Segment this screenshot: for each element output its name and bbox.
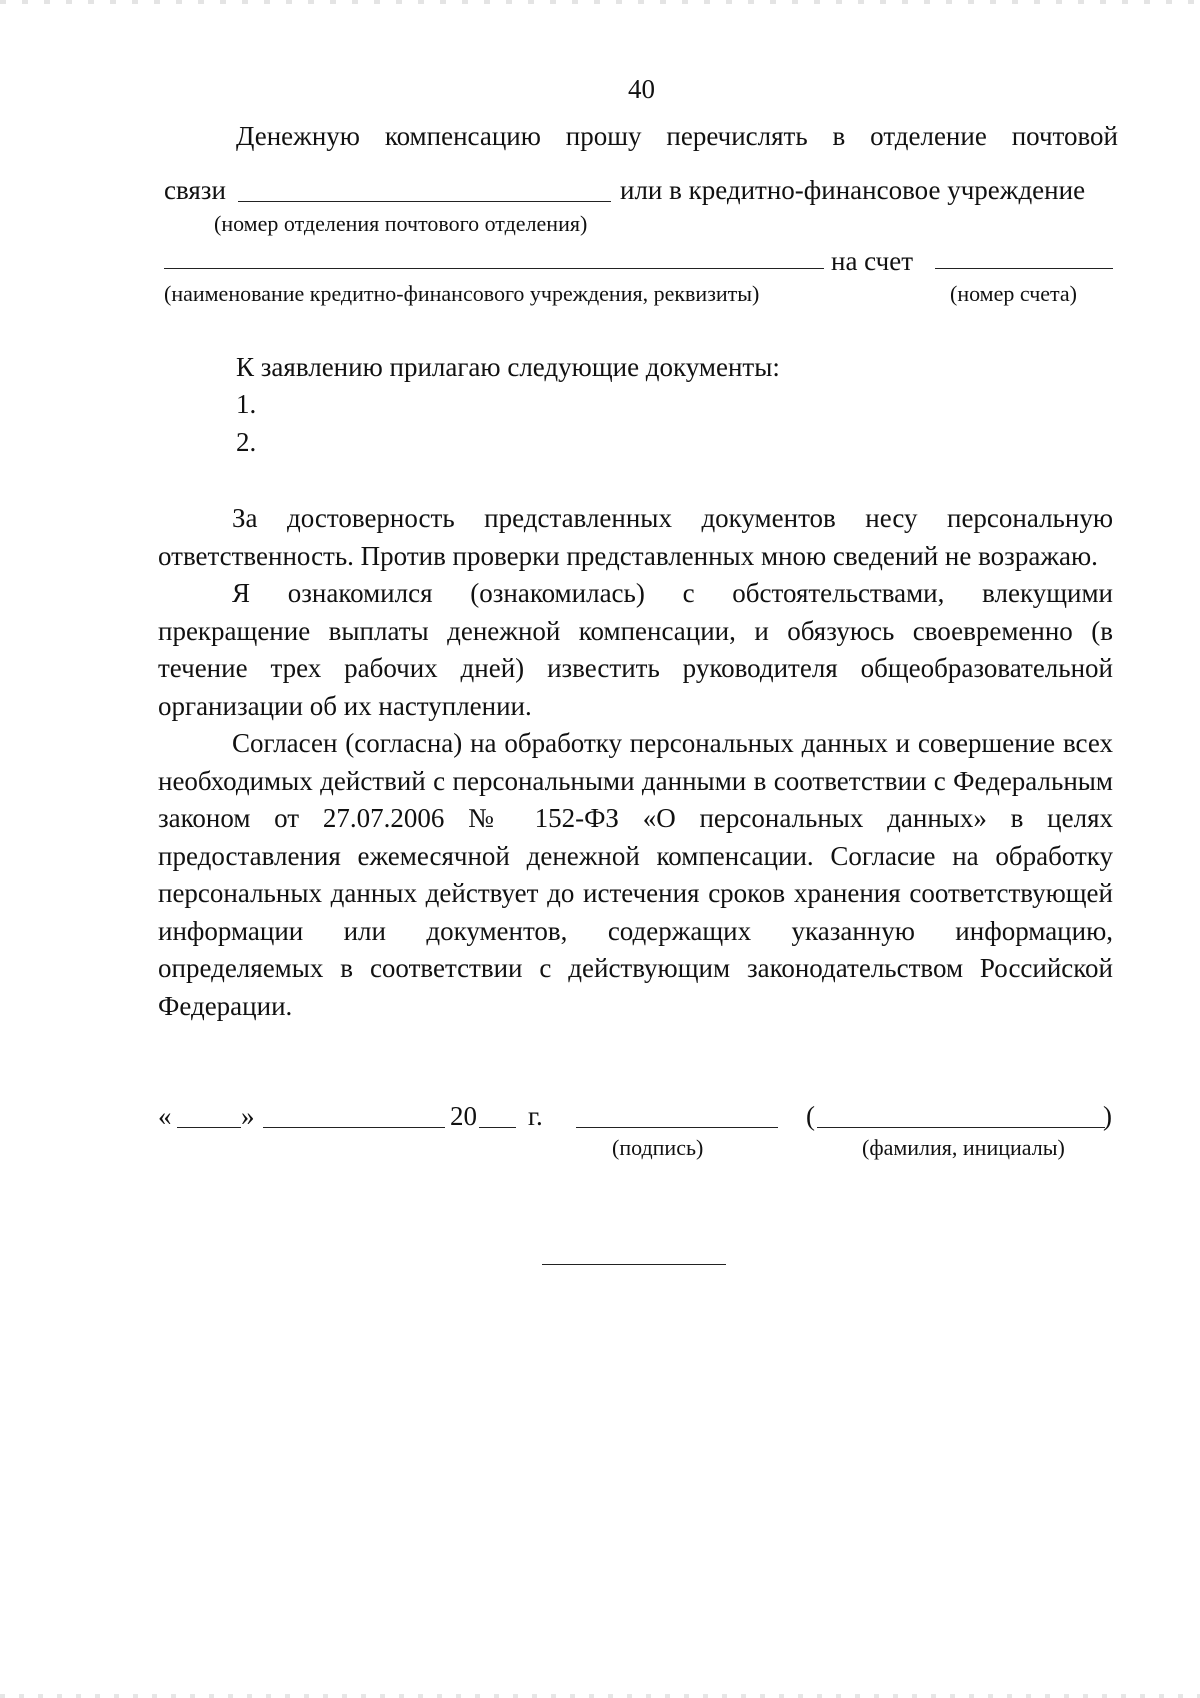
date-day-field[interactable]: [177, 1127, 241, 1128]
date-open-quote: «: [158, 1101, 172, 1131]
post-office-number-field[interactable]: [238, 201, 611, 202]
caption-bank-name: (наименование кредитно-финансового учреждения, реквизиты): [164, 281, 760, 306]
date-year-prefix: 20: [450, 1101, 477, 1131]
page-number: 40: [628, 74, 655, 104]
full-name-field[interactable]: [817, 1127, 1105, 1128]
statement-responsibility: За достоверность представленных документов несу персональную ответственность. Против проверки представленных мною сведений не возражаю.: [158, 503, 1113, 571]
label-svyazi: связи: [164, 175, 226, 205]
date-month-field[interactable]: [263, 1127, 445, 1128]
name-close-paren: ): [1103, 1101, 1112, 1131]
caption-account-number: (номер счета): [950, 281, 1077, 306]
caption-post-office-number: (номер отделения почтового отделения): [214, 211, 588, 236]
account-number-field[interactable]: [935, 268, 1113, 269]
label-account: на счет: [831, 246, 913, 276]
signature-field[interactable]: [576, 1127, 778, 1128]
scan-edge-top: [0, 0, 1200, 4]
caption-full-name: (фамилия, инициалы): [862, 1135, 1065, 1160]
bank-name-field[interactable]: [164, 268, 824, 269]
statement-consent: Согласен (согласна) на обработку персональных данных и совершение всех необходимых действий с персональными данными в соответствии с Федеральным законом от 27.07.2006 № 152-ФЗ «О персональных данных» в целях предоставления ежемесячной денежной компенсации. Согласие на обработку персональных данных действует до истечения сроков хранения соответствующей информации или документов, содержащих указанную информацию, определяемых в соответствии с действующим законодательством Российской Федерации.: [158, 728, 1113, 1021]
statements-block: [158, 500, 1113, 1025]
closing-divider: [542, 1264, 726, 1265]
caption-signature: (подпись): [612, 1135, 704, 1160]
date-close-quote: »: [241, 1101, 255, 1131]
label-or-credit-institution: или в кредитно-финансовое учреждение: [620, 175, 1086, 205]
statement-notification: Я ознакомился (ознакомилась) с обстоятельствами, влекущими прекращение выплаты денежной компенсации, и обязуюсь своевременно (в течение трех рабочих дней) известить руководителя общеобразовательной организации об их наступлении.: [158, 578, 1113, 721]
attachment-item-2: 2.: [236, 427, 257, 457]
name-open-paren: (: [806, 1101, 815, 1131]
attachments-heading: К заявлению прилагаю следующие документы:: [236, 352, 780, 382]
date-year-field[interactable]: [479, 1127, 516, 1128]
scan-edge-bottom: [0, 1694, 1200, 1698]
date-year-suffix: г.: [528, 1101, 543, 1131]
attachment-item-1: 1.: [236, 389, 257, 419]
payment-line-1: Денежную компенсацию прошу перечислять в отделение почтовой: [236, 121, 1118, 151]
